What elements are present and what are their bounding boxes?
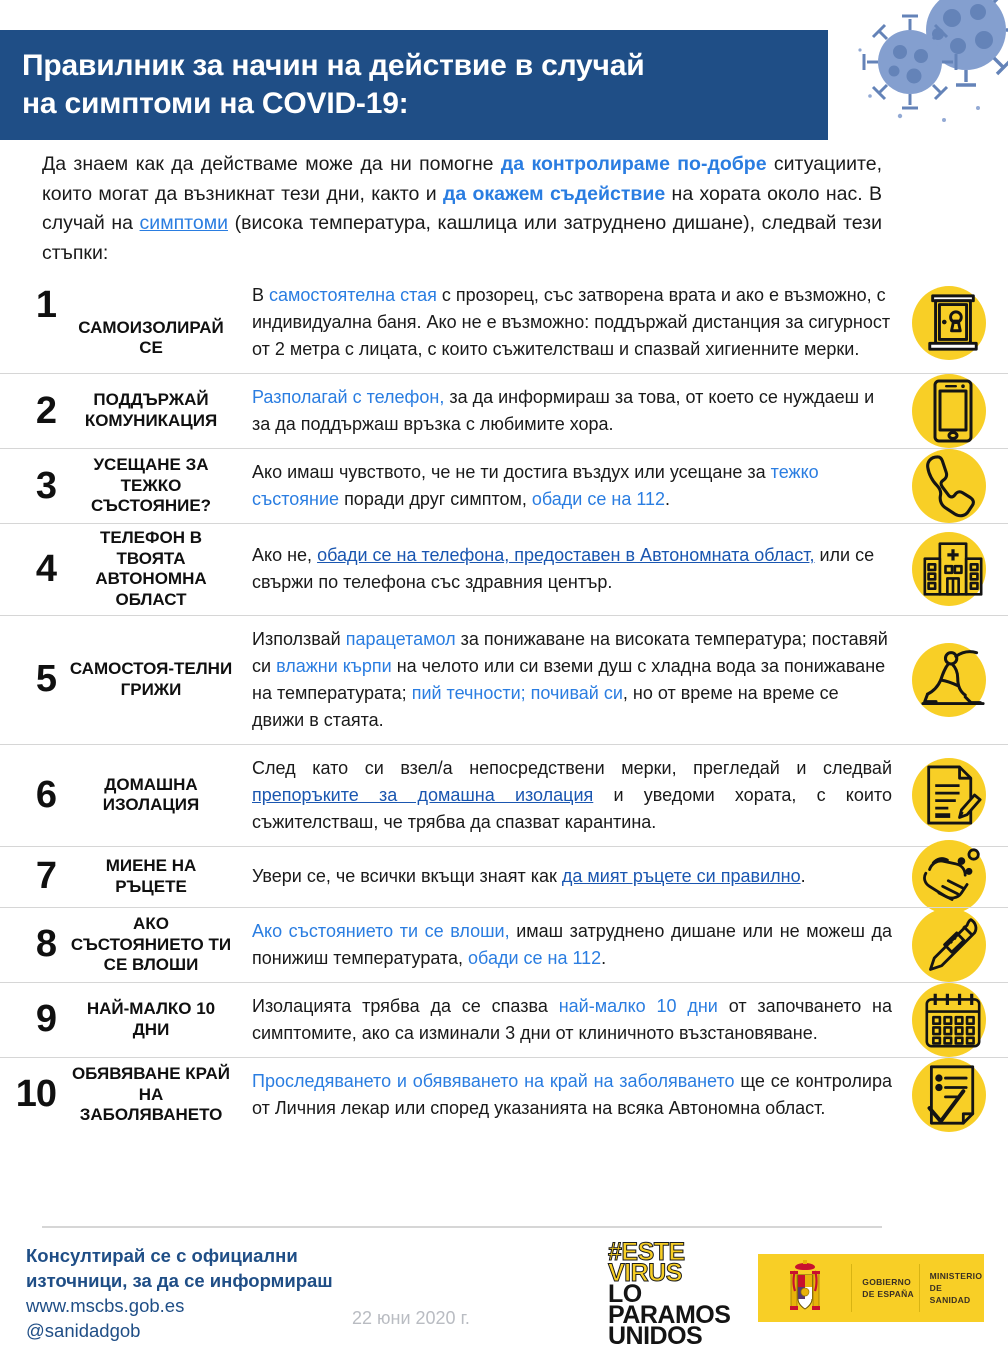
step-number: 6: [35, 773, 56, 816]
step-highlight: обади се на 112: [531, 489, 666, 509]
step-title: АКО СЪСТОЯНИЕТО ТИ СЕ ВЛОШИ: [70, 913, 232, 975]
step-description: [240, 1058, 898, 1132]
step-highlight: тежко състояние: [252, 462, 819, 509]
page-title-line1: Правилник за начин на действие в случай: [22, 48, 645, 82]
coronavirus-decoration: [848, 0, 1008, 140]
step-highlight: най-малко 10 дни: [558, 995, 718, 1016]
intro-text-4: (висока температура, кашлица или затруднено дишане), следвай тези стъпки:: [42, 212, 882, 264]
step-title: НАЙ-МАЛКО 10 ДНИ: [86, 999, 216, 1039]
step-number: 5: [35, 658, 56, 701]
step-text: Ако имаш чувството, че не ти достига въздух или усещане за: [252, 462, 771, 482]
step-number: 9: [35, 998, 56, 1041]
footer-divider: [42, 1226, 882, 1228]
step-highlight: Разполагай с телефон,: [252, 387, 445, 407]
step-highlight: обади се на 112: [468, 947, 602, 968]
step-icon-cell: [898, 524, 1008, 615]
step-text: След като си взел/а непосредствени мерки, прегледай и следвай: [252, 757, 892, 778]
spain-coat-of-arms-icon: [758, 1259, 851, 1317]
step-text: и уведоми хората, с които съжителстваш, че трябва да спазват карантина.: [252, 784, 892, 832]
step-number: 10: [15, 1073, 56, 1116]
symptoms-link[interactable]: симптоми: [139, 212, 229, 235]
footer-date: 22 юни 2020 г.: [352, 1308, 470, 1328]
step-description: [240, 524, 898, 615]
step-number: 3: [35, 464, 56, 507]
washing-hands-icon: [920, 847, 986, 907]
phone-handset-icon: [922, 453, 984, 519]
step-title: САМОИЗОЛИРАЙ СЕ: [78, 317, 224, 358]
thermometer-icon: [922, 914, 984, 976]
hashtag-line5: UNIDOS: [608, 1322, 703, 1350]
step-icon-cell: [898, 983, 1008, 1057]
step-icon-cell: [898, 449, 1008, 523]
ministerio-label: [920, 1270, 984, 1307]
step-highlight: Ако състоянието ти се влоши,: [252, 920, 510, 941]
step-row: [0, 744, 1008, 846]
hashtag-line3: LO: [608, 1280, 642, 1308]
step-description: [240, 449, 898, 523]
step-title: ДОМАШНА ИЗОЛАЦИЯ: [102, 774, 200, 815]
step-title: САМОСТОЯ-ТЕЛНИ ГРИЖИ: [69, 659, 233, 699]
step-row: [0, 448, 1008, 523]
gobierno-line2: DE ESPAÑA: [862, 1289, 914, 1299]
step-description: [240, 983, 898, 1057]
step-link[interactable]: обади се на телефона, предоставен в Автономната област,: [317, 545, 815, 566]
step-row: [0, 982, 1008, 1057]
intro-highlight-2: да окажем съдействие: [442, 182, 666, 205]
step-icon-cell: [898, 908, 1008, 982]
step-title: ОБЯВЯВАНЕ КРАЙ НА ЗАБОЛЯВАНЕТО: [71, 1063, 231, 1125]
hashtag-line4: PARAMOS: [608, 1301, 731, 1329]
step-title: ПОДДЪРЖАЙ КОМУНИКАЦИЯ: [84, 390, 218, 430]
step-text: .: [800, 866, 806, 887]
stretching-person-icon: [920, 649, 986, 711]
step-highlight: влажни кърпи: [276, 655, 392, 676]
step-text: за понижаване на високата температура; поставяй си: [252, 628, 888, 676]
step-highlight: Проследяването и обявяването на край на заболяването: [252, 1070, 735, 1091]
step-highlight: парацетамол: [345, 628, 456, 649]
step-text: с прозорец, със затворена врата и ако е възможно, с индивидуална баня. Ако не е възможно: поддържай дистанция за сигурност от 2 метра с лицата, с които съжителстваш и спазвай хигиенните мерки.: [252, 285, 891, 359]
step-icon-cell: [898, 616, 1008, 744]
step-row: [0, 615, 1008, 744]
document-pencil-icon: [924, 763, 982, 827]
calendar-icon: [922, 991, 984, 1049]
door-keyhole-icon: [922, 292, 984, 354]
smartphone-icon: [931, 378, 975, 444]
page-title-line2: на симптоми на COVID-19:: [22, 87, 409, 120]
step-text: Увери се, че всички вкъщи знаят как: [252, 866, 562, 887]
step-row: [0, 523, 1008, 615]
step-number: 2: [35, 389, 56, 432]
ministerio-line2: DE SANIDAD: [929, 1282, 971, 1306]
footer-headline-line1: Консултирай се с официални: [26, 1245, 298, 1266]
step-text: , но от време на време се движи в стаята.: [252, 682, 839, 730]
intro-text-1: Да знаем как да действаме може да ни помогне: [42, 153, 501, 175]
step-text: В: [252, 285, 270, 305]
ministerio-line1: MINISTERIO: [929, 1270, 983, 1281]
intro-text-3: на хората около нас. В случай на: [42, 182, 883, 235]
step-title: МИЕНЕ НА РЪЦЕТЕ: [105, 856, 197, 896]
step-text: поради друг симптом,: [339, 489, 532, 509]
step-text: .: [601, 947, 607, 968]
step-description: [240, 908, 898, 982]
footer-headline-line2: източници, за да се информираш: [26, 1269, 333, 1291]
step-row: [0, 373, 1008, 448]
step-description: [240, 616, 898, 744]
step-number: 1: [35, 284, 56, 326]
step-title: УСЕЩАНЕ ЗА ТЕЖКО СЪСТОЯНИЕ?: [90, 454, 212, 516]
step-text: Ако не,: [252, 545, 318, 566]
step-text: за да информираш за това, от което се нуждаеш и за да поддържаш връзка с любимите хора.: [252, 387, 875, 434]
step-text: ще се контролира от Личния лекар или според указанията на всяка Автономна област.: [252, 1070, 893, 1118]
step-icon-cell: [898, 745, 1008, 846]
footer-info: [26, 1244, 333, 1344]
hashtag-line1: #ESTE: [608, 1238, 685, 1266]
intro-highlight-1: да контролираме по-добре: [500, 153, 767, 175]
step-row: [0, 846, 1008, 907]
footer-social-handle[interactable]: @sanidadgob: [26, 1319, 141, 1341]
campaign-hashtag-logo: [608, 1238, 731, 1350]
step-row: [0, 907, 1008, 982]
footer: [0, 1236, 1008, 1350]
steps-list: [0, 272, 1008, 1132]
step-title: ТЕЛЕФОН В ТВОЯТА АВТОНОМНА ОБЛАСТ: [95, 528, 207, 610]
step-icon-cell: [898, 272, 1008, 373]
step-description: [240, 847, 898, 907]
step-text: или се свържи по телефона със здравния център.: [252, 545, 875, 593]
step-text: имаш затруднено дишане или не можеш да понижиш температурата,: [252, 920, 892, 968]
step-description: [240, 374, 898, 448]
government-logo: [758, 1254, 984, 1322]
step-number: 7: [35, 855, 56, 898]
step-number: 8: [35, 923, 56, 966]
step-icon-cell: [898, 1058, 1008, 1132]
step-text: от започването на симптомите, ако са изминали 3 дни от клиничното възстановяване.: [252, 995, 892, 1043]
footer-website[interactable]: www.mscbs.gob.es: [26, 1294, 185, 1316]
intro-text-2: ситуациите, които могат да възникнат тези дни, както и: [42, 153, 883, 205]
step-text: на челото или си вземи душ с хладна вода за понижаване на температурата;: [252, 655, 886, 703]
intro-paragraph: [42, 150, 882, 269]
step-highlight: пий течности; почивай си: [411, 682, 623, 703]
step-text: Изолацията трябва да се спазва: [252, 995, 559, 1016]
page-title: [0, 47, 662, 124]
step-row: [0, 272, 1008, 373]
step-icon-cell: [898, 847, 1008, 907]
gobierno-label: [852, 1276, 918, 1301]
step-description: [240, 745, 898, 846]
gobierno-line1: GOBIERNO: [862, 1276, 911, 1287]
step-highlight: самостоятелна стая: [269, 285, 437, 305]
hospital-building-icon: [922, 539, 984, 599]
step-text: Използвай: [252, 628, 346, 649]
step-description: [240, 272, 898, 373]
step-number: 4: [35, 547, 56, 590]
step-link[interactable]: препоръките за домашна изолация: [252, 784, 594, 805]
step-row: [0, 1057, 1008, 1132]
header-band: [0, 30, 828, 140]
step-icon-cell: [898, 374, 1008, 448]
checklist-check-icon: [922, 1063, 984, 1127]
step-link[interactable]: да мият ръцете си правилно: [561, 866, 801, 887]
step-text: .: [665, 489, 671, 509]
hashtag-line2: VIRUS: [608, 1259, 682, 1287]
